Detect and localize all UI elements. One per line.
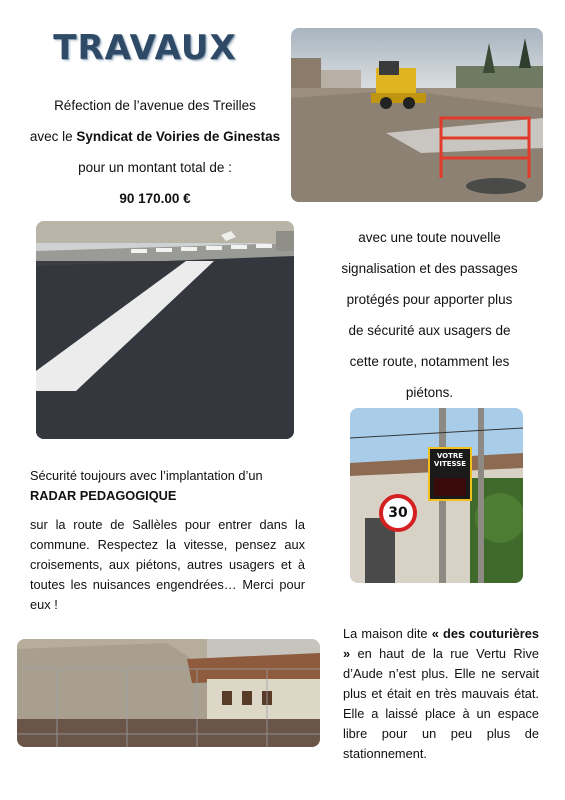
page-title: TRAVAUX: [53, 28, 237, 68]
total-amount: 90 170.00 €: [119, 191, 191, 206]
signal-line: signalisation et des passages: [341, 261, 518, 276]
speed-limit-sign: 30: [388, 505, 408, 521]
signal-line: protégés pour apporter plus: [346, 292, 513, 307]
radar-intro: Sécurité toujours avec l’implantation d’un: [30, 468, 263, 483]
radar-text: [30, 466, 305, 615]
demolition-photo: [17, 639, 320, 747]
intro-text: [10, 90, 300, 214]
signal-line: piétons.: [405, 385, 454, 400]
signal-line: de sécurité aux usagers de: [348, 323, 511, 338]
intro-line-3: pour un montant total de :: [78, 160, 232, 175]
radar-sign: [431, 452, 469, 468]
syndicat-name: Syndicat de Voiries de Ginestas: [76, 129, 281, 144]
intro-line-1: Réfection de l’avenue des Treilles: [54, 98, 256, 113]
maison-text: La maison dite « des couturières » en haut de la rue Vertu Rive d’Aude n’est plus. Elle ne servait plus et était en très mauvais état. Elle a laissé place à un espace libre pour un peu plus de stationnement.: [343, 626, 539, 761]
radar-photo: [350, 408, 523, 583]
roadworks-photo: [291, 28, 543, 202]
signalisation-text: [312, 222, 547, 408]
signal-line: avec une toute nouvelle: [358, 230, 501, 245]
radar-body: sur la route de Sallèles pour entrer dans la commune. Respectez la vitesse, pensez aux croisements, aux piétons, autres usagers et à toutes les nuisances engendrées… Merci pour eux !: [30, 517, 305, 612]
radar-sign-line-2: VITESSE: [433, 460, 467, 468]
intro-line-2: avec le Syndicat de Voiries de Ginestas: [29, 129, 281, 144]
signal-line: cette route, notamment les: [349, 354, 510, 369]
radar-sign-line-1: VOTRE: [436, 452, 464, 460]
crosswalk-photo: [36, 221, 294, 439]
maison-name: « des couturières »: [343, 626, 539, 661]
radar-title: RADAR PEDAGOGIQUE: [30, 488, 177, 503]
